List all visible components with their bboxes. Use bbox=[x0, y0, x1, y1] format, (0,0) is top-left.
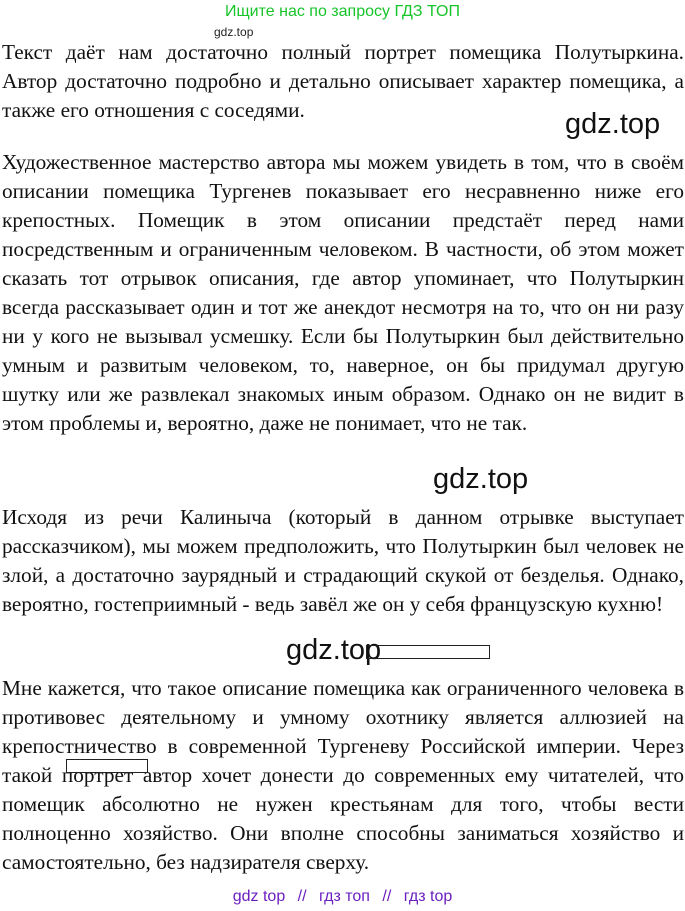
watermark-2: gdz.top bbox=[433, 463, 529, 495]
watermark-3: gdz.top bbox=[286, 634, 382, 666]
paragraph-4: Мне кажется, что такое описание помещика как ограниченного человека в противовес деятельному и умному охотнику является аллюзией на крепостничество в современной Тургеневу Российской империи. Через такой портрет автор хочет донести до современных ему читателей, что помещик абсолютно не нужен крестьянам для того, чтобы вести полноценно хозяйство. Они вполне способны заниматься хозяйство и самостоятельно, без надзирателя сверху. bbox=[2, 676, 684, 874]
top-banner: Ищите нас по запросу ГДЗ ТОП bbox=[225, 3, 460, 20]
paragraph-3: Исходя из речи Калиныча (который в данном отрывке выступает рассказчиком), мы можем предположить, что Полутыркин был человек не злой, а достаточно заурядный и страдающий скукой от безделья. Однако, вероятно, гостеприимный - ведь завёл же он у себя французскую кухню! bbox=[2, 505, 684, 616]
footer-link-gdz-top-ru[interactable]: гдз топ bbox=[319, 888, 370, 905]
empty-frame-box bbox=[66, 759, 148, 773]
empty-frame-box bbox=[366, 645, 490, 659]
footer-separator: // bbox=[297, 888, 307, 905]
small-watermark: gdz.top bbox=[214, 25, 254, 39]
paragraph-1: Текст даёт нам достаточно полный портрет помещика Полутыркина. Автор достаточно подробно и детально описывает характер помещика, а также его отношения с соседями. bbox=[2, 40, 684, 122]
bottom-banner bbox=[0, 885, 685, 909]
footer-link-gdz-top-mixed[interactable]: гдз top bbox=[403, 888, 453, 905]
paragraph-2: Художественное мастерство автора мы можем увидеть в том, что в своём описании помещика Тургенев показывает его несравненно ниже его крепостных. Помещик в этом описании предстаёт перед нами посредственным и ограниченным человеком. В частности, об этом может сказать тот отрывок описания, где автор упоминает, что Полутыркин всегда рассказывает один и тот же анекдот несмотря на то, что он ни разу ни у кого не вызывал усмешку. Если бы Полутыркин был действительно умным и развитым человеком, то, наверное, он бы придумал другую шутку или же развлекал знакомых иным образом. Однако он не видит в этом проблемы и, вероятно, даже не понимает, что не так. bbox=[2, 150, 684, 435]
footer-link-gdz-top[interactable]: gdz top bbox=[232, 888, 286, 905]
watermark-1: gdz.top bbox=[565, 108, 661, 140]
footer-separator: // bbox=[382, 888, 392, 905]
